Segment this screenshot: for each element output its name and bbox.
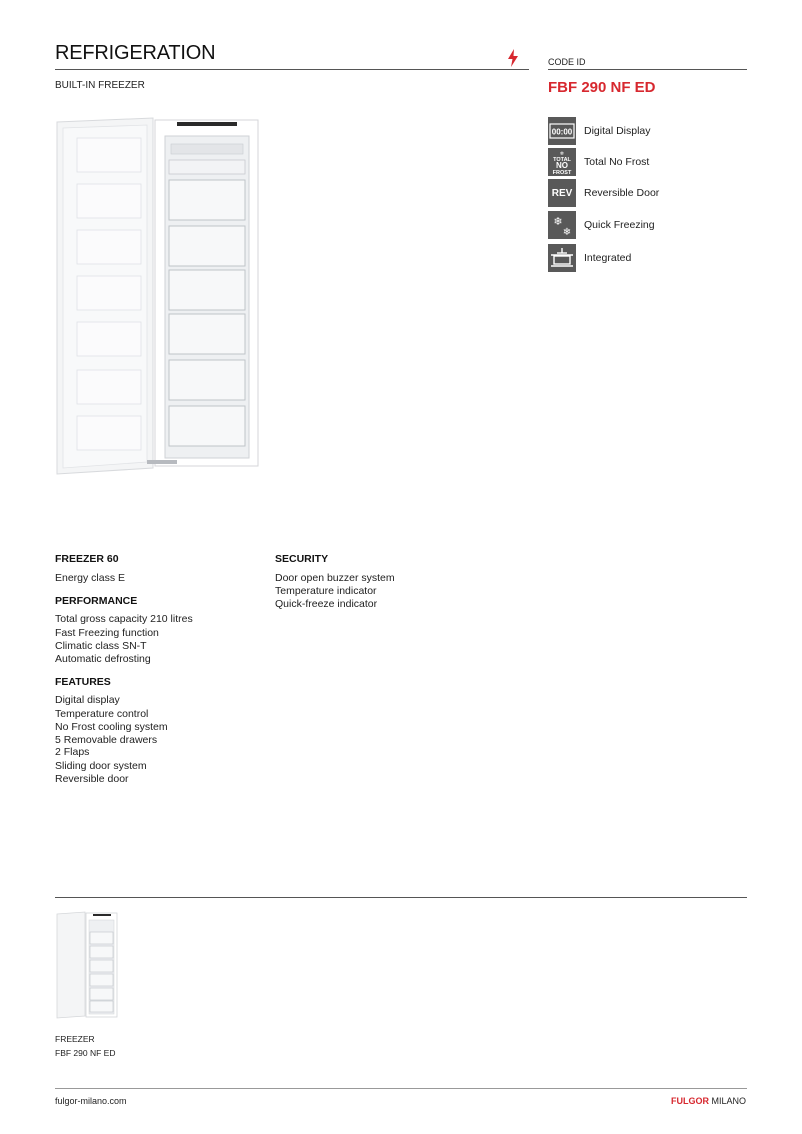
feature-label: Quick Freezing: [584, 219, 655, 231]
features-heading: FEATURES: [55, 676, 111, 688]
quick-freezing-icon: [548, 211, 576, 239]
brand-bold: FULGOR: [670, 1096, 709, 1106]
feature-label: Reversible Door: [584, 187, 660, 199]
digital-display-icon: [548, 117, 576, 145]
features-line: 5 Removable drawers: [55, 734, 158, 746]
feature-label: Total No Frost: [584, 156, 650, 168]
section-divider: [55, 897, 747, 898]
performance-line: Total gross capacity 210 litres: [55, 613, 193, 625]
svg-text:❄: ❄: [553, 216, 563, 228]
features-line: Temperature control: [55, 708, 149, 720]
page-subtitle: BUILT-IN FREEZER: [55, 80, 145, 91]
product-thumbnail: [55, 910, 119, 1020]
feature-digital-display: [548, 117, 748, 145]
feature-integrated: [548, 244, 748, 272]
total-no-frost-icon: [548, 148, 576, 176]
svg-text:❄: ❄: [562, 227, 572, 238]
features-line: Digital display: [55, 694, 120, 706]
feature-quick-freezing: [548, 211, 748, 239]
lightning-bolt-icon: [507, 49, 519, 67]
security-line: Door open buzzer system: [275, 572, 395, 584]
feature-label: Digital Display: [584, 125, 651, 137]
code-id-label: CODE ID: [548, 57, 586, 67]
features-line: Reversible door: [55, 773, 129, 785]
feature-total-no-frost: [548, 148, 748, 176]
svg-text:TOTAL: TOTAL: [553, 157, 571, 163]
svg-text:00:00: 00:00: [551, 127, 573, 137]
performance-line: Automatic defrosting: [55, 653, 151, 665]
footer-divider: [55, 1088, 747, 1089]
svg-text:❄: ❄: [559, 151, 565, 157]
features-line: Sliding door system: [55, 760, 147, 772]
feature-label: Integrated: [584, 252, 632, 264]
features-line: No Frost cooling system: [55, 721, 168, 733]
footer-brand: [671, 1096, 746, 1106]
security-heading: SECURITY: [275, 553, 329, 565]
freezer-heading: FREEZER 60: [55, 553, 119, 565]
svg-text:FROST: FROST: [552, 170, 572, 175]
product-code: FBF 290 NF ED: [548, 79, 656, 96]
performance-line: Climatic class SN-T: [55, 640, 147, 652]
title-divider: [55, 69, 529, 70]
thumbnail-caption-code: FBF 290 NF ED: [55, 1048, 116, 1058]
performance-heading: PERFORMANCE: [55, 595, 138, 607]
performance-line: Fast Freezing function: [55, 627, 159, 639]
page-title: REFRIGERATION: [55, 42, 216, 64]
integrated-icon: [548, 244, 576, 272]
features-line: 2 Flaps: [55, 746, 90, 758]
product-image: [55, 116, 260, 476]
thumbnail-caption-type: FREEZER: [55, 1034, 95, 1044]
code-divider: [548, 69, 747, 70]
security-line: Quick-freeze indicator: [275, 598, 378, 610]
security-line: Temperature indicator: [275, 585, 377, 597]
svg-text:NO: NO: [556, 161, 568, 170]
footer-website: fulgor-milano.com: [55, 1096, 127, 1106]
freezer-line: Energy class E: [55, 572, 126, 584]
reversible-door-icon: REV: [548, 179, 576, 207]
feature-reversible-door: [548, 179, 748, 207]
brand-rest: MILANO: [708, 1096, 746, 1106]
